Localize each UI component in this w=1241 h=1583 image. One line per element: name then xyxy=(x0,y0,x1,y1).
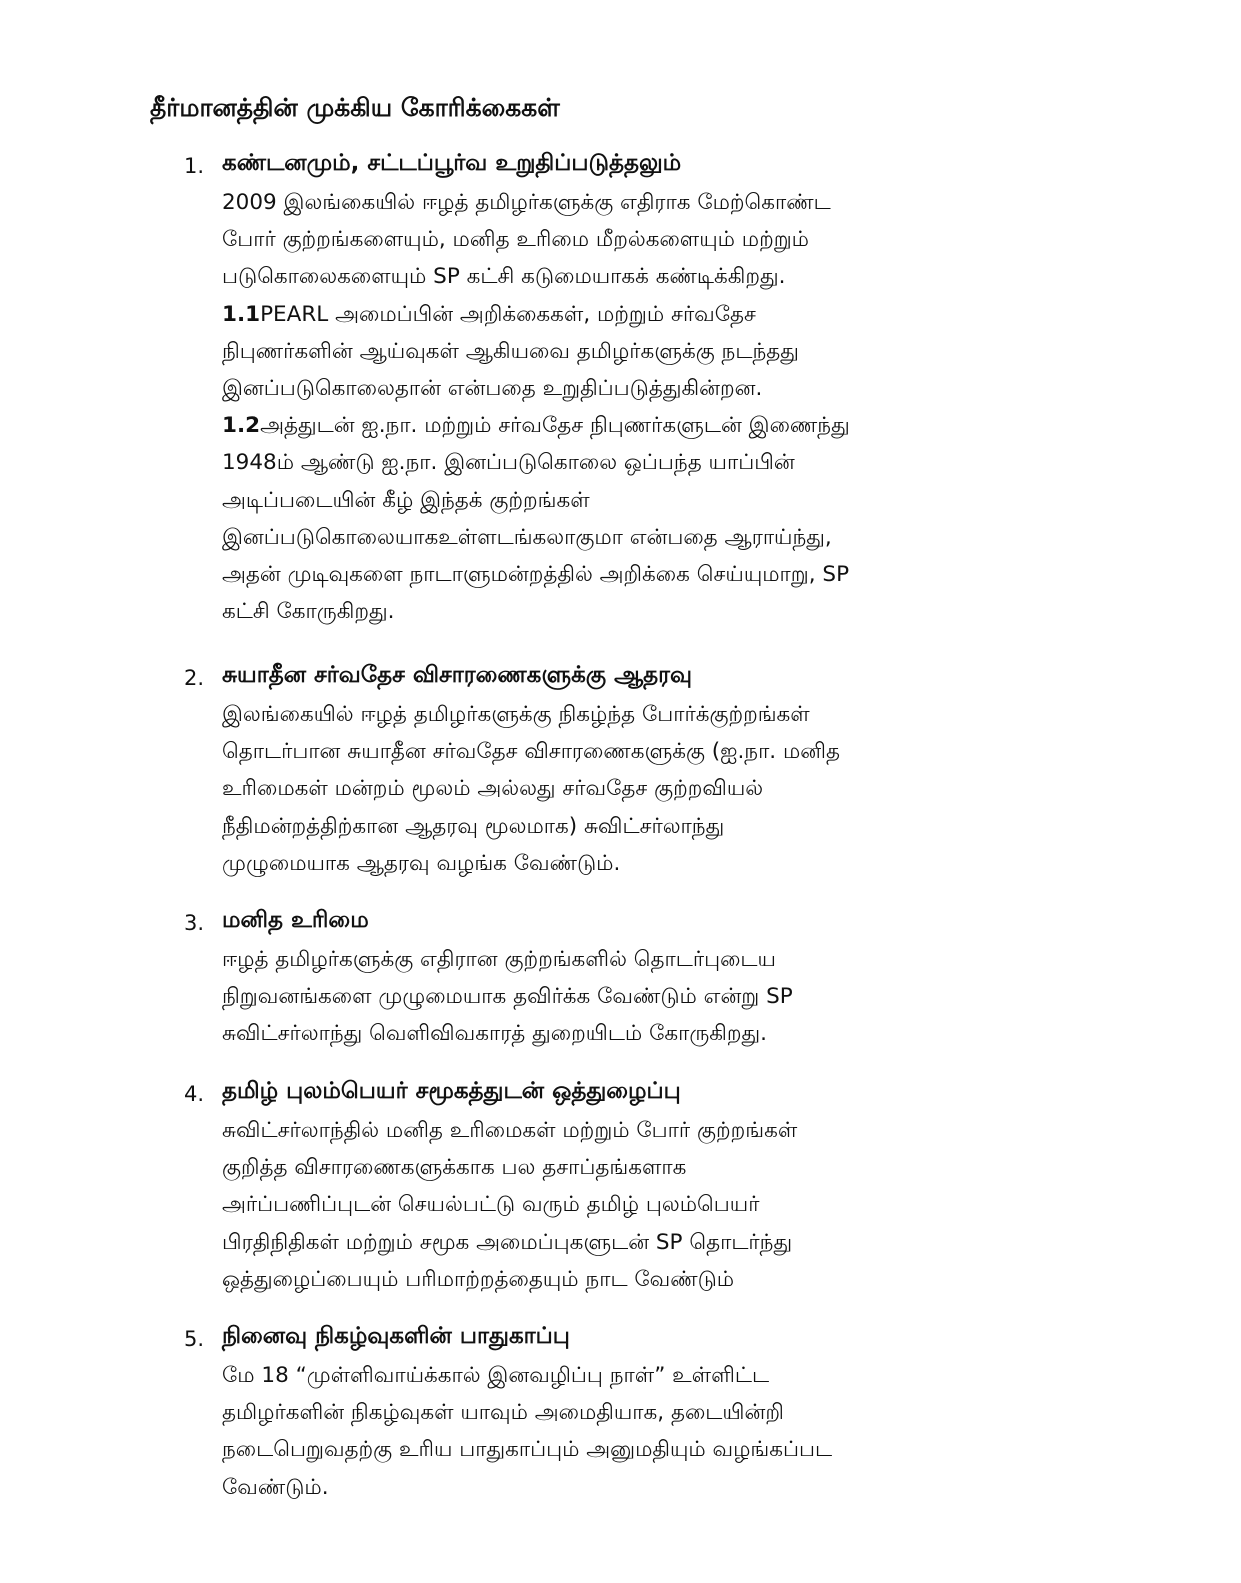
body-line: நடைபெறுவதற்கு உரிய பாதுகாப்பும் அனுமதியும் வழங்கப்பட xyxy=(222,1437,833,1463)
body-line: 1.2அத்துடன் ஐ.நா. மற்றும் சர்வதேச நிபுணர்களுடன் இணைந்து xyxy=(222,413,850,439)
body-line: அடிப்படையின் கீழ் இந்தக் குற்றங்கள் xyxy=(222,487,590,513)
body-line: குறித்த விசாரணைகளுக்காக பல தசாப்தங்களாக xyxy=(222,1155,687,1181)
body-line: மே 18 “முள்ளிவாய்க்கால் இனவழிப்பு நாள்” உள்ளிட்ட xyxy=(222,1363,770,1388)
body-line: போர் குற்றங்களையும், மனித உரிமை மீறல்களையும் மற்றும் xyxy=(222,227,809,253)
body-line: அர்ப்பணிப்புடன் செயல்பட்டு வரும் தமிழ் புலம்பெயர் xyxy=(222,1192,760,1218)
item-title: சுயாதீன சர்வதேச விசாரணைகளுக்கு ஆதரவு xyxy=(222,662,693,688)
body-line: நிறுவனங்களை முழுமையாக தவிர்க்க வேண்டும் என்று SP xyxy=(222,984,793,1010)
item-number: 2. xyxy=(184,666,205,690)
body-line: வேண்டும். xyxy=(222,1474,329,1500)
item-number: 3. xyxy=(184,911,205,935)
body-line: 1.1PEARL அமைப்பின் அறிக்கைகள், மற்றும் சர்வதேச xyxy=(222,301,756,327)
body-line: தமிழர்களின் நிகழ்வுகள் யாவும் அமைதியாக, தடையின்றி xyxy=(222,1400,784,1426)
body-line: 1948ம் ஆண்டு ஐ.நா. இனப்படுகொலை ஒப்பந்த யாப்பின் xyxy=(222,450,795,476)
item-title: மனித உரிமை xyxy=(222,907,369,933)
body-line: தொடர்பான சுயாதீன சர்வதேச விசாரணைகளுக்கு (ஐ.நா. மனித xyxy=(222,739,840,765)
body-line: ஒத்துழைப்பையும் பரிமாற்றத்தையும் நாட வேண்டும் xyxy=(222,1266,735,1292)
subsection-number: 1.2 xyxy=(222,413,261,439)
item-body xyxy=(222,696,1102,882)
body-line: சுவிட்சர்லாந்தில் மனித உரிமைகள் மற்றும் போர் குற்றங்கள் xyxy=(222,1118,798,1143)
subsection-number: 1.1 xyxy=(222,301,261,327)
item-number: 5. xyxy=(184,1327,205,1351)
item-title: தமிழ் புலம்பெயர் சமூகத்துடன் ஒத்துழைப்பு xyxy=(222,1078,681,1104)
body-line: அதன் முடிவுகளை நாடாளுமன்றத்தில் அறிக்கை செய்யுமாறு, SP xyxy=(222,561,850,587)
item-title: நினைவு நிகழ்வுகளின் பாதுகாப்பு xyxy=(222,1323,570,1349)
body-line: 2009 இலங்கையில் ஈழத் தமிழர்களுக்கு எதிராக மேற்கொண்ட xyxy=(222,190,831,215)
body-line: இலங்கையில் ஈழத் தமிழர்களுக்கு நிகழ்ந்த போர்க்குற்றங்கள் xyxy=(222,702,810,727)
body-line: பிரதிநிதிகள் மற்றும் சமூக அமைப்புகளுடன் SP தொடர்ந்து xyxy=(222,1229,793,1255)
body-line: இனப்படுகொலையாகஉள்ளடங்கலாகுமா என்பதை ஆராய்ந்து, xyxy=(222,524,832,550)
body-line: கட்சி கோருகிறது. xyxy=(222,599,395,625)
item-body xyxy=(222,1112,1102,1298)
body-line: உரிமைகள் மன்றம் மூலம் அல்லது சர்வதேச குற்றவியல் xyxy=(222,776,764,802)
body-line: சுவிட்சர்லாந்து வெளிவிவகாரத் துறையிடம் கோருகிறது. xyxy=(222,1021,767,1047)
item-number: 1. xyxy=(184,154,205,178)
body-line: நிபுணர்களின் ஆய்வுகள் ஆகியவை தமிழர்களுக்கு நடந்தது xyxy=(222,338,799,364)
item-body xyxy=(222,941,1102,1053)
item-body xyxy=(222,184,1102,630)
body-line: படுகொலைகளையும் SP கட்சி கடுமையாகக் கண்டிக்கிறது. xyxy=(222,264,786,290)
item-number: 4. xyxy=(184,1082,205,1106)
body-line: நீதிமன்றத்திற்கான ஆதரவு மூலமாக) சுவிட்சர்லாந்து xyxy=(222,813,725,839)
body-line: இனப்படுகொலைதான் என்பதை உறுதிப்படுத்துகின்றன. xyxy=(222,375,763,401)
item-title: கண்டனமும், சட்டப்பூர்வ உறுதிப்படுத்தலும் xyxy=(222,150,682,176)
body-line: முழுமையாக ஆதரவு வழங்க வேண்டும். xyxy=(222,850,621,876)
body-line: ஈழத் தமிழர்களுக்கு எதிரான குற்றங்களில் தொடர்புடைய xyxy=(222,947,776,972)
item-body xyxy=(222,1357,1102,1506)
document-heading: தீர்மானத்தின் முக்கிய கோரிக்கைகள் xyxy=(150,93,560,122)
